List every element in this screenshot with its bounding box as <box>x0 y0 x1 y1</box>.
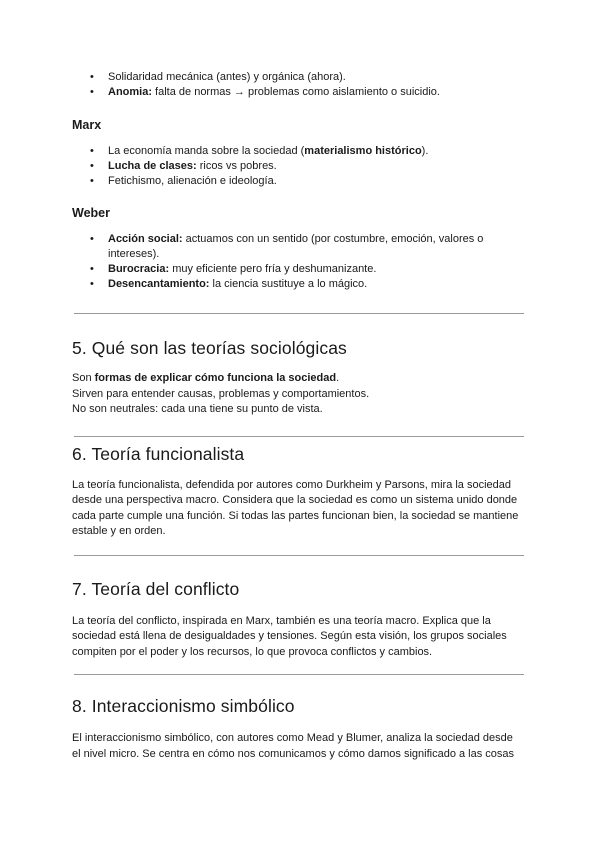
section-5-title: 5. Qué son las teorías sociológicas <box>72 338 347 358</box>
list-item: • Lucha de clases: ricos vs pobres. <box>108 159 524 174</box>
marx-heading: Marx <box>72 118 102 132</box>
section-7-title: 7. Teoría del conflicto <box>72 578 240 599</box>
weber-list <box>72 232 524 292</box>
list-item: • Anomia: falta de normas → problemas como aislamiento o suicidio. <box>108 85 524 100</box>
section-5-line-3: No son neutrales: cada una tiene su punto de vista. <box>72 403 323 415</box>
section-5-line-1: Son formas de explicar cómo funciona la sociedad. <box>72 372 340 384</box>
section-8-body: El interaccionismo simbólico, con autores como Mead y Blumer, analiza la sociedad desde el nivel micro. Se centra en cómo nos comunicamos y cómo damos significado a las cosas <box>72 732 515 760</box>
section-6-title: 6. Teoría funcionalista <box>72 443 245 464</box>
section-6-body: La teoría funcionalista, defendida por autores como Durkheim y Parsons, mira la sociedad desde una perspectiva macro. Considera que la sociedad es como un sistema unido donde cada parte cumple una función. Si todas las partes funcionan bien, la sociedad se mantiene estable y en orden. <box>72 478 519 537</box>
list-item: • Solidaridad mecánica (antes) y orgánica (ahora). <box>108 70 524 85</box>
list-item: • Desencantamiento: la ciencia sustituye a lo mágico. <box>108 277 524 292</box>
section-8-title: 8. Interaccionismo simbólico <box>72 696 295 716</box>
durkheim-list <box>72 70 524 100</box>
list-item: • Acción social: actuamos con un sentido (por costumbre, emoción, valores o intereses). <box>108 232 524 262</box>
marx-list <box>72 144 524 189</box>
weber-heading: Weber <box>72 206 110 220</box>
section-7-body: La teoría del conflicto, inspirada en Marx, también es una teoría macro. Explica que la sociedad está llena de desigualdades y tensiones. Según esta visión, los grupos sociales compiten por el poder y los recursos, lo que provoca conflictos y cambios. <box>72 614 507 658</box>
list-item: • Fetichismo, alienación e ideología. <box>108 174 524 189</box>
list-item: • La economía manda sobre la sociedad (materialismo histórico). <box>108 144 524 159</box>
section-5-line-2: Sirven para entender causas, problemas y comportamientos. <box>72 387 370 400</box>
list-item: • Burocracia: muy eficiente pero fría y deshumanizante. <box>108 262 524 277</box>
